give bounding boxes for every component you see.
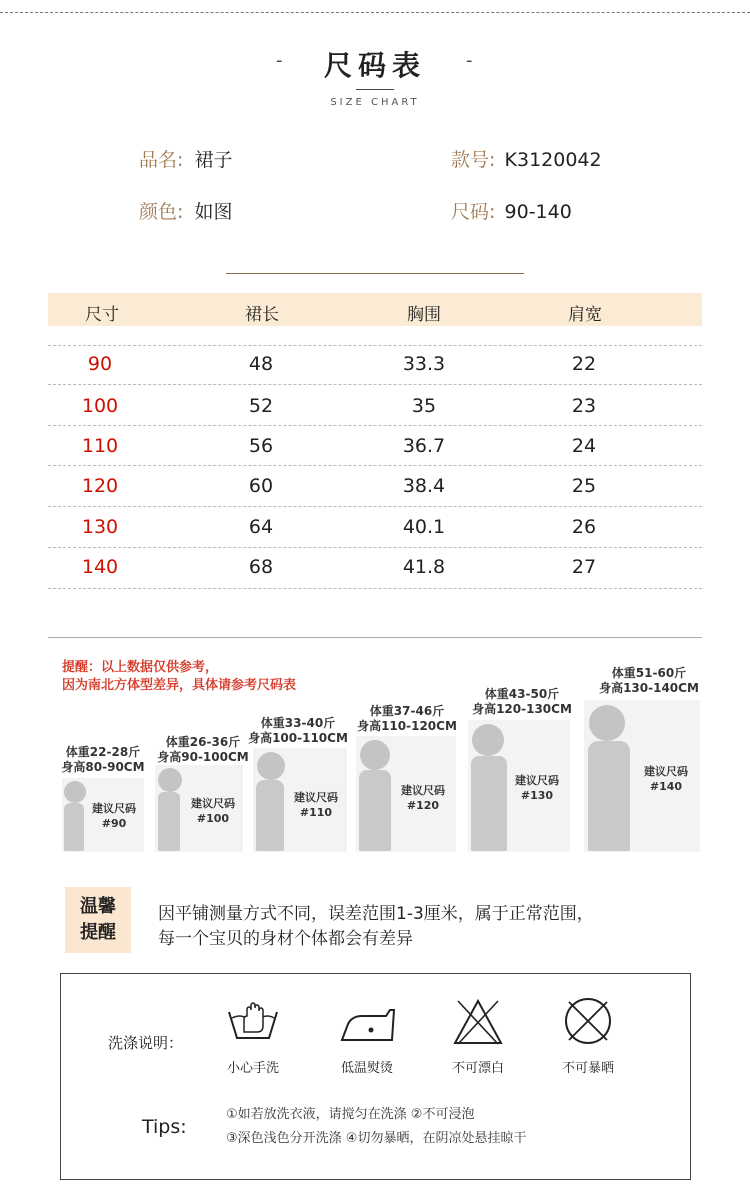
kid-4-rec-label: 建议尺码 (401, 784, 445, 797)
row-divider (48, 506, 702, 507)
kid-4-weight: 体重37-46斤 (369, 704, 445, 718)
table-cell-length: 52 (248, 395, 274, 417)
title-dash-right: - (466, 50, 473, 71)
kid-3-head (257, 752, 285, 780)
table-cell-chest: 40.1 (402, 516, 446, 538)
style-value: K3120042 (504, 149, 602, 171)
info-size (451, 197, 572, 224)
row-divider (48, 547, 702, 548)
no-sun-icon (563, 996, 613, 1046)
kid-6-rec-label: 建议尺码 (644, 765, 688, 778)
table-cell-size: 130 (81, 516, 119, 538)
color-value: 如图 (194, 201, 233, 223)
kid-1-info (58, 745, 148, 775)
kid-5-rec-size: #130 (520, 789, 554, 802)
header-chest: 胸围 (407, 305, 441, 325)
kid-2-silhouette (158, 792, 180, 851)
table-cell-size: 90 (87, 353, 113, 375)
table-cell-chest: 38.4 (402, 475, 446, 497)
reminder-text-line-2: 每一个宝贝的身材个体都会有差异 (158, 929, 413, 949)
reminder-label (65, 887, 131, 953)
kid-3-weight: 体重33-40斤 (260, 716, 336, 730)
info-product (139, 145, 233, 172)
table-cell-shoulder: 22 (571, 353, 597, 375)
kid-6-height: 身高130-140CM (599, 681, 699, 695)
kid-4-info (355, 704, 459, 734)
kid-1-silhouette (64, 803, 84, 851)
kid-4-height: 身高110-120CM (357, 719, 457, 733)
size-label: 尺码 (451, 201, 490, 223)
kid-3-rec (286, 790, 346, 820)
kid-5-rec (507, 773, 567, 803)
style-label: 款号 (451, 149, 490, 171)
table-cell-size: 120 (81, 475, 119, 497)
title-dash-left: - (276, 50, 283, 71)
kid-6-rec-size: #140 (649, 780, 683, 793)
row-divider (48, 425, 702, 426)
size-value: 90-140 (504, 201, 572, 223)
header-shoulder: 肩宽 (568, 305, 602, 325)
kid-1-weight: 体重22-28斤 (65, 745, 141, 759)
table-cell-size: 140 (81, 556, 119, 578)
kid-5-head (472, 724, 504, 756)
kid-2-info (153, 735, 253, 765)
kid-3-info (247, 716, 349, 746)
kid-4-rec-size: #120 (406, 799, 440, 812)
kid-3-silhouette (256, 780, 284, 851)
low-iron-icon (338, 1004, 396, 1044)
table-cell-length: 56 (248, 435, 274, 457)
kid-6-info (594, 666, 704, 696)
color-colon: : (177, 201, 184, 223)
top-dashed-divider (0, 12, 750, 13)
kid-4-silhouette (359, 770, 391, 851)
page-title: 尺码表 (323, 49, 426, 82)
table-cell-chest: 41.8 (402, 556, 446, 578)
kid-3-rec-label: 建议尺码 (294, 791, 338, 804)
kid-1-rec (84, 801, 144, 831)
kid-3-height: 身高100-110CM (248, 731, 348, 745)
table-cell-shoulder: 25 (571, 475, 597, 497)
no-bleach-icon (452, 998, 504, 1046)
table-cell-size: 100 (81, 395, 119, 417)
table-cell-length: 60 (248, 475, 274, 497)
kid-2-weight: 体重26-36斤 (165, 735, 241, 749)
table-cell-shoulder: 23 (571, 395, 597, 417)
table-cell-size: 110 (81, 435, 119, 457)
no-bleach-caption: 不可漂白 (451, 1061, 504, 1076)
tips-line-1: ①如若放洗衣液，请搅匀在洗涤 ②不可浸泡 (226, 1107, 475, 1122)
size-colon: : (489, 201, 496, 223)
table-cell-shoulder: 27 (571, 556, 597, 578)
info-divider (226, 273, 524, 274)
kid-1-height: 身高80-90CM (61, 760, 145, 774)
kid-2-height: 身高90-100CM (157, 750, 249, 764)
table-cell-length: 64 (248, 516, 274, 538)
no-sun-caption: 不可暴晒 (561, 1061, 614, 1076)
row-divider (48, 345, 702, 346)
product-colon: : (177, 149, 184, 171)
table-cell-length: 68 (248, 556, 274, 578)
header-length: 裙长 (245, 305, 279, 325)
care-label: 洗涤说明： (108, 1034, 184, 1052)
notice-line-2: 因为南北方体型差异，具体请参考尺码表 (62, 678, 297, 693)
kid-6-rec (634, 764, 698, 794)
hand-wash-icon (226, 998, 280, 1044)
kid-3-rec-size: #110 (299, 806, 333, 819)
style-colon: : (489, 149, 496, 171)
kid-6-head (589, 705, 625, 741)
kid-5-height: 身高120-130CM (472, 702, 572, 716)
kid-1-rec-size: #90 (101, 817, 127, 830)
page-subtitle: SIZE CHART (330, 97, 420, 108)
kid-1-rec-label: 建议尺码 (92, 802, 136, 815)
kid-1-head (64, 781, 86, 803)
notice-line-1: 提醒：以上数据仅供参考， (62, 660, 219, 675)
table-cell-shoulder: 26 (571, 516, 597, 538)
table-cell-chest: 36.7 (402, 435, 446, 457)
product-label: 品名 (139, 149, 178, 171)
kid-5-silhouette (471, 756, 507, 851)
reminder-label-line-1: 温馨 (80, 896, 116, 917)
tips-label: Tips: (142, 1116, 187, 1138)
info-style (451, 145, 602, 172)
kid-2-rec-size: #100 (196, 812, 230, 825)
kid-5-weight: 体重43-50斤 (484, 687, 560, 701)
kid-2-rec (183, 796, 243, 826)
section-divider (48, 637, 702, 638)
kid-6-weight: 体重51-60斤 (611, 666, 687, 680)
reminder-label-line-2: 提醒 (80, 922, 116, 943)
table-cell-length: 48 (248, 353, 274, 375)
row-divider (48, 588, 702, 589)
kid-5-rec-label: 建议尺码 (515, 774, 559, 787)
reminder-text-line-1: 因平铺测量方式不同，误差范围1-3厘米，属于正常范围， (158, 904, 594, 924)
kid-5-info (470, 687, 574, 717)
row-divider (48, 465, 702, 466)
kid-4-head (360, 740, 390, 770)
table-cell-chest: 35 (411, 395, 437, 417)
kid-4-rec (393, 783, 453, 813)
color-label: 颜色 (139, 201, 178, 223)
table-cell-shoulder: 24 (571, 435, 597, 457)
table-cell-chest: 33.3 (402, 353, 446, 375)
header-size: 尺寸 (85, 305, 119, 325)
title-underline (356, 89, 394, 90)
product-value: 裙子 (194, 149, 233, 171)
low-iron-caption: 低温熨烫 (340, 1061, 393, 1076)
hand-wash-caption: 小心手洗 (226, 1061, 279, 1076)
kid-6-silhouette (588, 741, 630, 851)
kid-2-rec-label: 建议尺码 (191, 797, 235, 810)
info-color (139, 197, 233, 224)
kid-2-head (158, 768, 182, 792)
row-divider (48, 384, 702, 385)
tips-line-2: ③深色浅色分开洗涤 ④切勿暴晒，在阴凉处悬挂晾干 (226, 1131, 527, 1146)
